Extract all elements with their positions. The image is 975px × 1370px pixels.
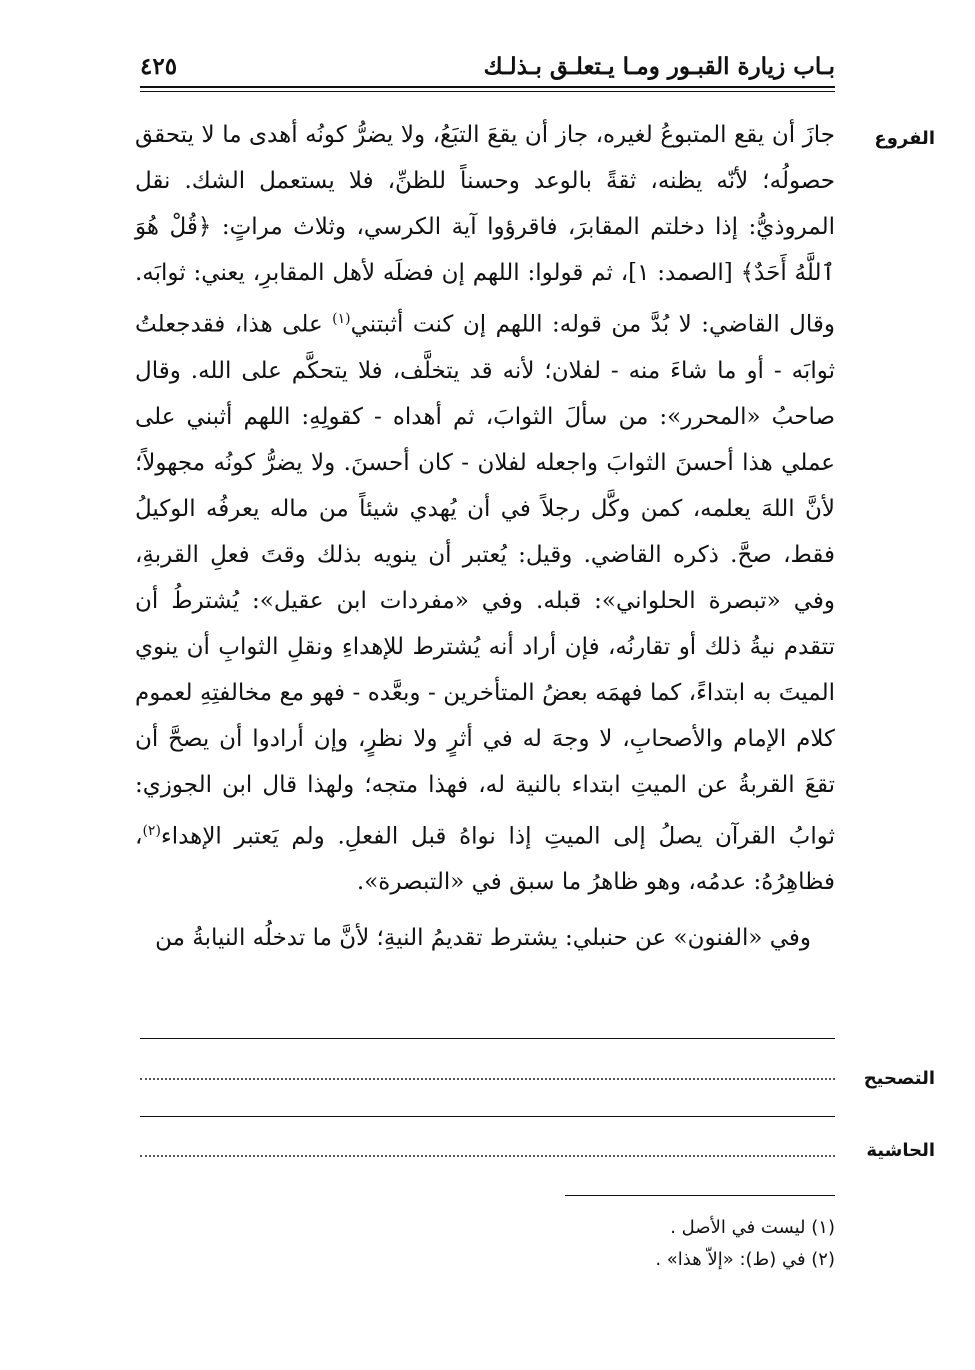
paragraph-1-part-c: ، فظاهِرُهُ: عدمُه، وهو ظاهرُ ما سبق في «التبصرة». bbox=[135, 823, 835, 896]
divider-rule-1 bbox=[140, 1038, 835, 1039]
page-number: ٤٢٥ bbox=[140, 53, 178, 80]
footnotes bbox=[135, 1212, 835, 1276]
footnote-2: (٢) في (ط): «إلاّ هذا» . bbox=[655, 1249, 835, 1270]
header-rule bbox=[140, 86, 835, 92]
footnote-separator bbox=[565, 1195, 835, 1196]
hashiya-dotted-line bbox=[140, 1155, 835, 1157]
margin-label-tashih: التصحيح bbox=[863, 1068, 935, 1089]
footnote-ref-2: (٢) bbox=[142, 822, 161, 839]
running-title: بـاب زيارة القبـور ومـا يـتعلـق بـذلـك bbox=[483, 53, 835, 80]
paragraph-1 bbox=[135, 112, 835, 905]
main-text bbox=[135, 112, 835, 961]
footnote-ref-1: (١) bbox=[332, 311, 351, 327]
margin-label-forou: الفروع bbox=[874, 128, 935, 149]
paragraph-1-part-b: على هذا، فقدجعلتُ ثوابَه - أو ما شاءَ منه - لفلان؛ لأنه قد يتخلَّف، فلا يتحكَّم على الله. وقال صاحبُ «المحرر»: من سألَ الثوابَ، ثم أهداه - كقولِهِ: اللهم أثبني على عملي هذا أحسنَ الثوابَ واجعله لفلان - كان أحسنَ. ولا يضرُّ كونُه مجهولاً؛ لأنَّ اللهَ يعلمه، كمن وكَّل رجلاً في أن يُهدي شيئاً من ماله يعرفُه الوكيلُ فقط، صحَّ. ذكره القاضي. وقيل: يُعتبر أن ينويه بذلك وقتَ فعلِ القربةِ، وفي «تبصرة الحلواني»: قبله. وفي «مفردات ابن عقيل»: يُشترطُ أن تتقدم نيةُ ذلك أو تقارنُه، فإن أراد أنه يُشترط للإهداءِ ونقلِ الثوابِ أن ينوي الميتَ به ابتداءً، كما فهمَه بعضُ المتأخرين - وبعَّده - فهو مع مخالفتِهِ لعموم كلام الإمام والأصحابِ، لا وجهَ له في أثرٍ ولا نظرٍ، وإن أرادوا أن يصحَّ أن تقعَ القربةُ عن الميتِ ابتداء بالنية له، فهذا متجه؛ ولهذا قال ابن الجوزي: ثوابُ القرآن يصلُ إلى الميتِ إذا نواهُ قبل الفعلِ. ولم يَعتبر الإهداء bbox=[135, 311, 835, 850]
paragraph-1-part-a: جازَ أن يقع المتبوعُ لغيره، جاز أن يقعَ التبَعُ، ولا يضرُّ كونُه أهدى ما لا يتحقق حصولُه؛ لأنّه يظنه، ثقةً بالوعد وحسناً للظنِّ، فلا يستعمل الشك. نقل المروذيُّ: إذا دخلتم المقابرَ، فاقرؤوا آية الكرسي، وثلاث مراتٍ: ﴿قُلْ هُوَ ٱللَّهُ أَحَدٌ﴾ [الصمد: ١]، ثم قولوا: اللهم إن فضلَه لأهل المقابرِ، يعني: ثوابَه. وقال القاضي: لا بُدَّ من قوله: اللهم إن كنت أثبتني bbox=[135, 122, 835, 338]
margin-label-hashiya: الحاشية bbox=[866, 1140, 935, 1161]
divider-rule-2 bbox=[140, 1116, 835, 1117]
tashih-dotted-line bbox=[140, 1078, 835, 1080]
page-header bbox=[140, 40, 835, 80]
footnote-1: (١) ليست في الأصل . bbox=[670, 1217, 835, 1238]
paragraph-2: وفي «الفنون» عن حنبلي: يشترط تقديمُ النيةِ؛ لأنَّ ما تدخلُه النيابةُ من bbox=[155, 925, 811, 952]
